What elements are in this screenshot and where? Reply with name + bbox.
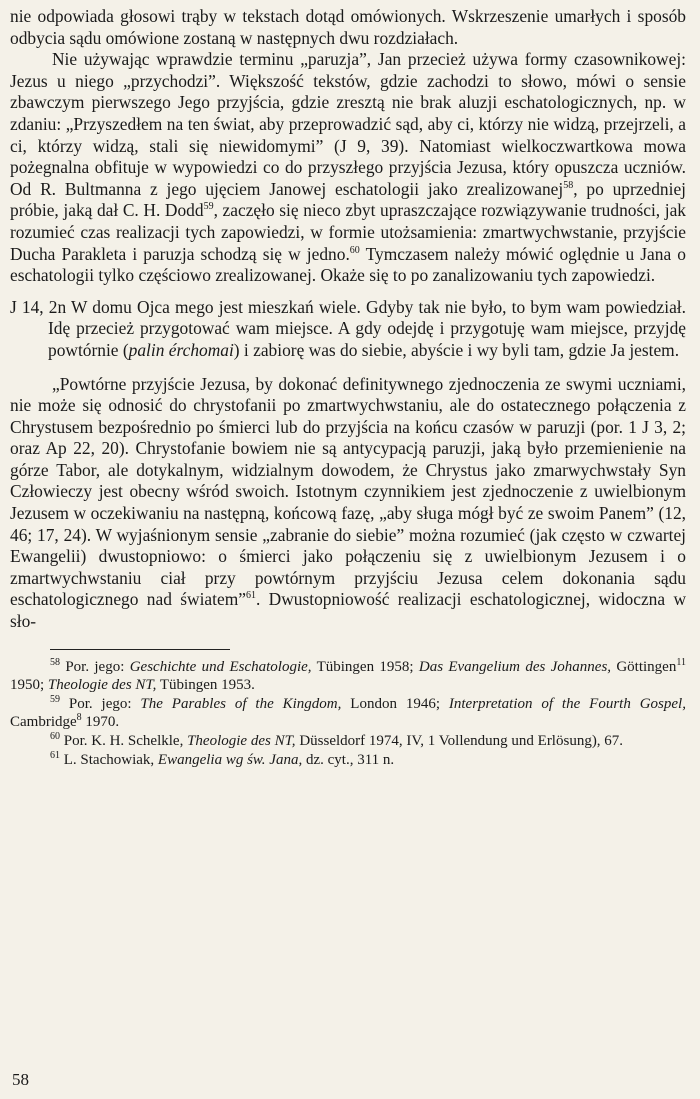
paragraph-group-top — [10, 6, 686, 287]
text-run: Cambridge — [10, 714, 77, 731]
text-run: . Dwustopniowość realizacji eschatologicznej, widoczna w sło- — [10, 589, 686, 632]
text-run: nie odpowiada głosowi trąby w tekstach dotąd omówionych. Wskrzeszenie umarłych i sposób odbycia sądu omówione zostaną w następnych dwu rozdziałach. — [10, 6, 686, 48]
text-run: London 1946; — [341, 695, 449, 712]
text-run: Tübingen 1953. — [156, 677, 255, 694]
text-run: , po uprzedniej próbie, jaką dał C. H. Dodd — [10, 178, 686, 221]
text-run: „Powtórne przyjście Jezusa, by dokonać definitywnego zjednoczenia ze swymi uczniami, nie może się odnosić do chrystofanii po zmartwychwstaniu, ale do ostatecznego połączenia z Chrystusem bezpośrednio po śmierci lub do przyjścia na końcu czasów w paruzji (por. 1 J 3, 2; oraz Ap 22, 20). Chrystofanie bowiem nie są antycypacją paruzji, jaką było przemienienie na górze Tabor, ale dotykalnym, widzialnym dowodem, że Chrystus jako zmarwychwstały Syn Człowieczy jest obecny wśród swoich. Istotnym czynnikiem jest zjednoczenie z uwielbionym Jezusem w oczekiwaniu na następną, końcową fazę, „aby sługa mógł być ze swoim Panem” (12, 46; 17, 24). W wyjaśnionym sensie „zabranie do siebie” można rozumieć (jak często w czwartej Ewangelii) dwustopniowo: o śmierci jako połączeniu się z uwielbionym Jezusem i o zmartwychwstaniu ciał przy powtórnym przyjściu Jezusa celem dokonania sądu eschatologicznego nad światem” — [10, 373, 686, 610]
footnote-ref: 8 — [76, 712, 82, 724]
paragraph — [10, 374, 686, 633]
footnote-divider — [50, 649, 230, 650]
text-run: J 14, 2n W domu Ojca mego jest mieszkań wiele. Gdyby tak nie było, to bym wam powiedział. Idę przecież przygotować wam miejsce. A gdy odejdę i przygotuję wam miejsce, przyjdę powtórnie ( — [10, 296, 686, 360]
italic-text: Theologie des NT, — [187, 733, 296, 749]
text-run: 1970. — [81, 714, 120, 731]
paragraph — [10, 49, 686, 287]
text-run: Por. jego: — [60, 695, 141, 712]
italic-text: Das Evangelium des Johannes, — [418, 658, 612, 675]
footnote — [10, 695, 686, 732]
main-text — [10, 6, 686, 633]
footnote — [10, 732, 686, 751]
text-run: Tymczasem należy mówić oględnie u Jana o eschatologii tylko częściowo zrealizowanej. Okaże się to po zanalizowaniu tych zapowiedzi. — [10, 243, 686, 286]
italic-text: Geschichte und Eschatologie, — [129, 658, 312, 675]
footnotes — [10, 658, 686, 770]
italic-text: Interpretation of the Fourth Gospel, — [448, 695, 686, 712]
text-run: Tübingen 1958; — [311, 658, 419, 675]
text-run: Göttingen — [611, 658, 677, 675]
italic-text: The Parables of the Kingdom, — [140, 695, 342, 712]
footnote-ref: 60 — [349, 244, 360, 256]
text-run: Por. jego: — [60, 658, 130, 675]
footnote-number: 59 — [50, 693, 60, 705]
footnote-number: 61 — [50, 749, 60, 761]
footnote-ref: 61 — [245, 590, 256, 602]
scripture-quote — [10, 297, 686, 362]
text-run: Nie używając wprawdzie terminu „paruzja”, Jan przecież używa formy czasownikowej: Jezus u niego „przychodzi”. Większość tekstów, gdzie zachodzi to słowo, mówi o sensie zbawczym pierwszego Jego przyjścia, gdzie zresztą nie brak aluzji eschatologicznych, np. w zdaniu: „Przyszedłem na ten świat, aby przeprowadzić sąd, aby ci, którzy nie widzą, przejrzeli, a ci, którzy widzą, stali się niewidomymi” (J 9, 39). Natomiast wielkoczwartkowa mowa pożegnalna obfituje w wypowiedzi co do przyszłego przyjścia Jezusa, który opuszcza uczniów. Od R. Bultmanna z jego ujęciem Janowej eschatologii jako zrealizowanej — [10, 49, 686, 199]
footnote-number: 60 — [50, 731, 60, 742]
italic-text: Theologie des NT, — [47, 677, 157, 694]
text-run: Por. K. H. Schelkle, — [60, 733, 188, 749]
footnote-ref: 59 — [203, 201, 214, 213]
text-run: 1950; — [10, 677, 48, 694]
text-run: dz. cyt., 311 n. — [302, 751, 395, 768]
text-run: L. Stachowiak, — [60, 751, 158, 768]
paragraph-group-bottom — [10, 374, 686, 633]
italic-text: Ewangelia wg św. Jana, — [157, 751, 303, 768]
footnote — [10, 658, 686, 695]
footnote-ref: 58 — [563, 179, 574, 191]
text-run: , zaczęło się nieco zbyt upraszczające rozwiązywanie trudności, jak rozumieć czas realizacji tych zapowiedzi, w formie utożsamienia: zmartwychwstanie, przyjście Ducha Parakleta i paruzja schodzą się w jedno. — [10, 200, 686, 264]
page-number: 58 — [12, 1070, 29, 1089]
footnote-ref: 11 — [676, 656, 686, 668]
footnote-number: 58 — [50, 656, 60, 668]
italic-text: palin érchomai — [128, 339, 234, 360]
text-run: ) i zabiorę was do siebie, abyście i wy byli tam, gdzie Ja jestem. — [233, 339, 680, 360]
text-run: Düsseldorf 1974, IV, 1 Vollendung und Erlösung), 67. — [295, 733, 624, 749]
footnote — [10, 751, 686, 770]
paragraph — [10, 6, 686, 49]
